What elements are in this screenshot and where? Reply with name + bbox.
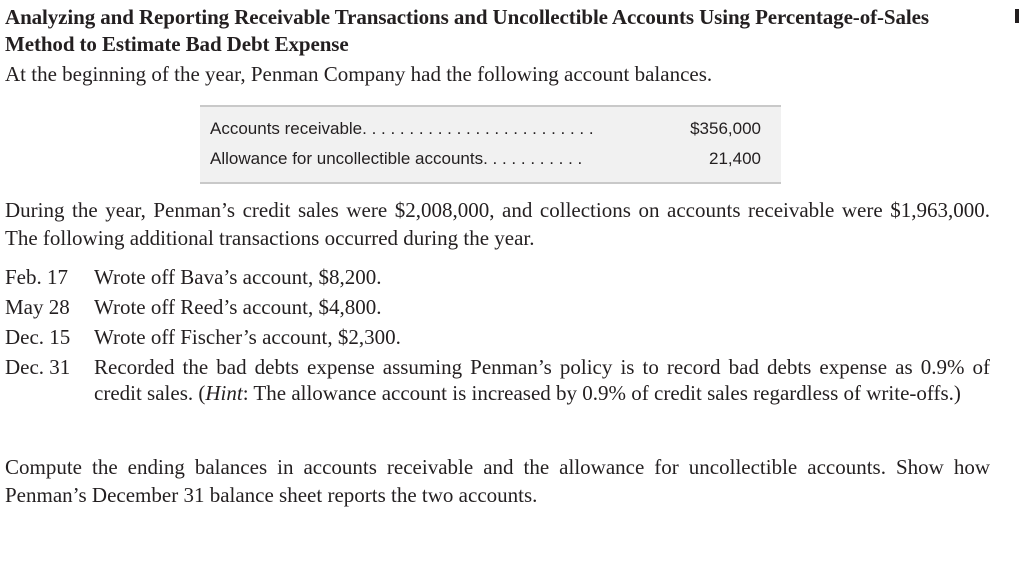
transaction-description: Wrote off Reed’s account, $4,800. xyxy=(94,295,382,319)
hint-label: Hint xyxy=(205,381,243,405)
transaction-description xyxy=(94,354,990,406)
transaction-text: Recorded the bad debts expense assuming Penman’s policy is to record bad debts expense as 0.9% of credit sales. ( xyxy=(94,355,990,405)
transaction-date: May 28 xyxy=(5,295,70,319)
balance-label: Allowance for uncollectible accounts. . . . . . . . . . . xyxy=(210,149,583,168)
account-balances-table xyxy=(200,105,781,184)
transaction-item xyxy=(5,264,990,290)
transaction-text: : The allowance account is increased by 0.9% of credit sales regardless of write-offs.) xyxy=(242,381,961,405)
balance-label: Accounts receivable. . . . . . . . . . . . . . . . . . . . . . . . . xyxy=(210,119,594,138)
transaction-date: Dec. 31 xyxy=(5,355,71,379)
transaction-date: Dec. 15 xyxy=(5,325,71,349)
credit-sales-paragraph: During the year, Penman’s credit sales were $2,008,000, and collections on accounts receivable were $1,963,000. The following additional transactions occurred during the year. xyxy=(5,198,990,250)
instructions-text: Compute the ending balances in accounts receivable and the allowance for uncollectible accounts. Show how Penman’s December 31 balance sheet reports the two accounts. xyxy=(5,455,990,507)
problem-document xyxy=(5,0,990,87)
table-row xyxy=(210,149,761,173)
transaction-date: Feb. 17 xyxy=(5,265,68,289)
transaction-description: Wrote off Fischer’s account, $2,300. xyxy=(94,325,401,349)
balance-amount: $356,000 xyxy=(690,119,761,138)
transaction-item xyxy=(5,294,990,320)
intro-text: At the beginning of the year, Penman Company had the following account balances. xyxy=(5,62,713,86)
edge-marker xyxy=(1015,9,1019,23)
balance-amount: 21,400 xyxy=(709,149,761,168)
transaction-item xyxy=(5,324,990,350)
table-row xyxy=(210,119,761,143)
transaction-item xyxy=(5,354,990,406)
problem-title: Analyzing and Reporting Receivable Transactions and Uncollectible Accounts Using Percentage-of-Sales Method to Estimate Bad Debt Expense xyxy=(5,5,929,56)
transaction-description: Wrote off Bava’s account, $8,200. xyxy=(94,265,382,289)
